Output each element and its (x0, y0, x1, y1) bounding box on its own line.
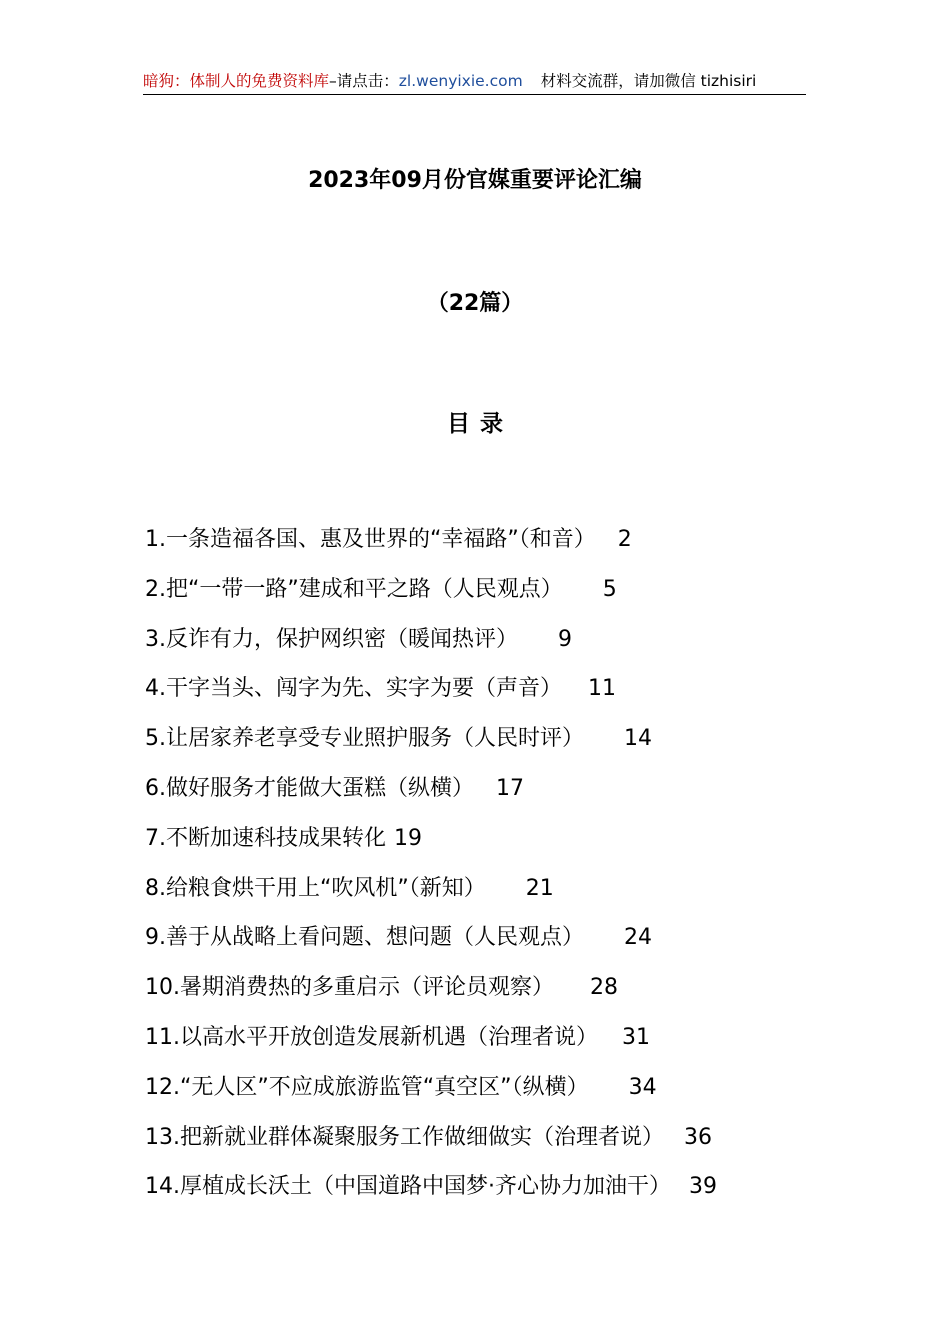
toc-entry-page: 24 (624, 925, 652, 951)
toc-entry-title: 8.给粮食烘干用上“吹风机”（新知） (145, 875, 486, 901)
toc-entry-title: 1.一条造福各国、惠及世界的“幸福路”（和音） (145, 527, 596, 552)
header-url-link[interactable]: zl.wenyixie.com (398, 72, 523, 90)
toc-entry-page: 2 (617, 527, 632, 552)
toc-entry[interactable] (145, 822, 825, 872)
toc-entry-title: 2.把“一带一路”建成和平之路（人民观点） (145, 576, 563, 602)
toc-entry[interactable] (145, 1071, 825, 1121)
toc-entry-page: 19 (394, 825, 422, 851)
toc-entry[interactable] (145, 573, 825, 623)
toc-entry-title: 7.不断加速科技成果转化 (145, 825, 386, 851)
toc-entry-title: 13.把新就业群体凝聚服务工作做细做实（治理者说） (145, 1124, 664, 1150)
toc-entry-title: 12.“无人区”不应成旅游监管“真空区”（纵横） (145, 1074, 589, 1100)
page-header (143, 70, 806, 95)
toc-entry[interactable] (145, 772, 825, 822)
toc-entry[interactable] (145, 523, 825, 573)
document-title: 2023年09月份官媒重要评论汇编 (308, 168, 642, 193)
toc-entry-page: 11 (588, 676, 616, 702)
toc-entry-page: 5 (602, 576, 617, 602)
toc-entry[interactable] (145, 1021, 825, 1071)
toc-entry-page: 28 (590, 975, 618, 1001)
toc-entry-page: 21 (525, 875, 554, 901)
toc-entry-title: 14.厚植成长沃土（中国道路中国梦·齐心协力加油干） (145, 1174, 671, 1200)
toc-entry[interactable] (145, 1170, 825, 1220)
toc-entry-page: 9 (558, 626, 572, 652)
toc-entry[interactable] (145, 971, 825, 1021)
toc-entry[interactable] (145, 1121, 825, 1171)
toc-entry[interactable] (145, 623, 825, 673)
toc-entry-page: 36 (684, 1124, 712, 1150)
header-click-prompt: –请点击： (329, 72, 399, 90)
toc-entry[interactable] (145, 921, 825, 971)
toc-entry-page: 31 (622, 1024, 650, 1050)
toc-entry-title: 4.干字当头、闯字为先、实字为要（声音） (145, 676, 562, 702)
toc-entry-page: 39 (688, 1174, 717, 1200)
toc-entry[interactable] (145, 872, 825, 922)
toc-entry-title: 11.以高水平开放创造发展新机遇（治理者说） (145, 1024, 598, 1050)
toc-entry-title: 5.让居家养老享受专业照护服务（人民时评） (145, 726, 584, 752)
toc-entry-title: 3.反诈有力，保护网织密（暖闻热评） (145, 626, 518, 652)
toc-entry-page: 34 (628, 1074, 657, 1100)
toc-entry-page: 17 (496, 775, 524, 801)
toc-entry-title: 9.善于从战略上看问题、想问题（人民观点） (145, 925, 584, 951)
header-wechat-note: 材料交流群，请加微信 tizhisiri (540, 72, 757, 90)
table-of-contents (145, 523, 825, 1220)
toc-entry-title: 10.暑期消费热的多重启示（评论员观察） (145, 975, 554, 1001)
toc-heading: 目录 (447, 411, 513, 437)
header-site-name: 暗狗：体制人的免费资料库 (143, 72, 330, 90)
toc-entry-title: 6.做好服务才能做大蛋糕（纵横） (145, 775, 474, 801)
article-count: （22篇） (426, 291, 524, 316)
toc-entry[interactable] (145, 672, 825, 722)
toc-entry[interactable] (145, 722, 825, 772)
toc-entry-page: 14 (624, 726, 652, 752)
